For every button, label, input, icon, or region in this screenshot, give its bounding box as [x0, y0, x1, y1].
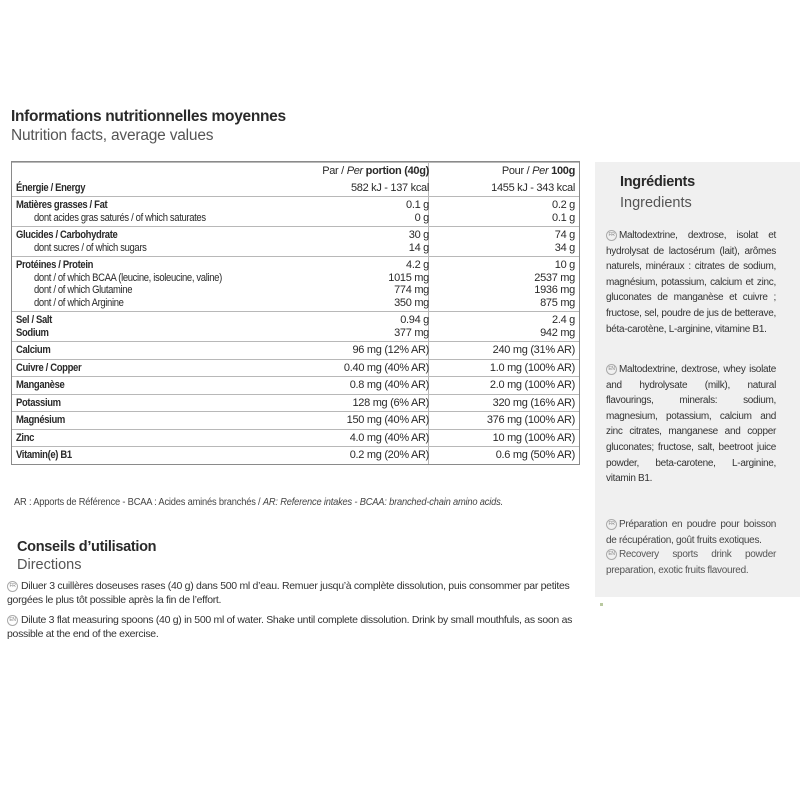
- value-per-portion: 128 mg (6% AR): [352, 396, 429, 409]
- value-per-portion: 582 kJ - 137 kcal: [350, 181, 429, 194]
- directions-fr: [7, 579, 587, 607]
- table-row: [12, 394, 579, 412]
- header-per-100g: [502, 165, 575, 178]
- ingredients-title-en: Ingredients: [620, 195, 692, 211]
- table-line: [12, 242, 579, 255]
- value-per-portion: 0.2 mg (20% AR): [349, 449, 429, 461]
- directions-fr-text: Diluer 3 cuillères doseuses rases (40 g) dans 500 ml d’eau. Remuer jusqu’à complète dissolution, puis consommer par petites gorgées le plus tôt possible après la fin de l’effort.: [7, 580, 570, 606]
- table-body: [12, 180, 579, 464]
- value-per-100g: 1.0 mg (100% AR): [489, 361, 575, 374]
- value-per-portion: 377 mg: [394, 326, 429, 339]
- nutrient-label: Sodium: [16, 326, 49, 339]
- table-line: [12, 449, 579, 462]
- directions-en: [7, 613, 587, 641]
- table-line: [12, 284, 579, 297]
- nutrition-title-en: Nutrition facts, average values: [11, 127, 214, 144]
- ingredients-title-fr: Ingrédients: [620, 174, 695, 190]
- header-per100-en: Per: [532, 165, 549, 177]
- nutrient-label: dont / of which Glutamine: [34, 284, 133, 296]
- header-portion-prefix: Par /: [322, 165, 347, 177]
- flag-fr-icon: FR: [606, 519, 617, 530]
- value-per-portion: 774 mg: [394, 284, 429, 296]
- value-per-100g: 376 mg (100% AR): [486, 414, 575, 426]
- table-line: [12, 432, 579, 445]
- nutrient-label: Énergie / Energy: [16, 181, 86, 194]
- table-line: [12, 182, 579, 195]
- table-row: [12, 311, 579, 341]
- value-per-100g: 0.2 g: [552, 199, 575, 211]
- nutrient-label: Vitamin(e) B1: [16, 449, 72, 461]
- value-per-100g: 942 mg: [540, 326, 575, 339]
- value-per-100g: 10 mg (100% AR): [492, 431, 575, 444]
- table-line: [12, 297, 579, 310]
- table-line: [12, 397, 579, 410]
- value-per-portion: 1015 mg: [388, 271, 429, 284]
- table-line: [12, 379, 579, 392]
- header-per100-prefix: Pour /: [501, 165, 533, 177]
- nutrient-label: dont / of which Arginine: [34, 296, 124, 309]
- value-per-portion: 350 mg: [394, 296, 429, 309]
- value-per-100g: 10 g: [554, 259, 575, 271]
- value-per-100g: 240 mg (31% AR): [492, 344, 575, 356]
- value-per-100g: 875 mg: [540, 296, 575, 309]
- table-row: [12, 446, 579, 464]
- value-per-100g: 2.0 mg (100% AR): [489, 379, 575, 391]
- nutrient-label: Cuivre / Copper: [16, 361, 82, 374]
- value-per-100g: 2537 mg: [534, 271, 575, 284]
- directions-title-fr: Conseils d’utilisation: [17, 539, 157, 555]
- table-line: [12, 327, 579, 340]
- table-line: [12, 272, 579, 285]
- value-per-100g: 0.1 g: [552, 211, 575, 224]
- table-row: [12, 429, 579, 447]
- nutrient-label: Glucides / Carbohydrate: [16, 229, 118, 241]
- nutrient-label: dont acides gras saturés / of which saturates: [34, 211, 206, 224]
- nutrition-title-fr: Informations nutritionnelles moyennes: [11, 108, 286, 125]
- value-per-100g: 1455 kJ - 343 kcal: [491, 181, 575, 194]
- table-row: [12, 226, 579, 256]
- value-per-100g: 320 mg (16% AR): [492, 396, 575, 409]
- footnote-fr: AR : Apports de Référence - BCAA : Acides aminés branchés /: [14, 497, 263, 508]
- header-portion-en: Per: [346, 165, 363, 177]
- value-per-portion: 0.94 g: [400, 314, 429, 326]
- nutrient-label: Calcium: [16, 344, 51, 356]
- value-per-portion: 14 g: [408, 241, 429, 254]
- nutrient-label: Matières grasses / Fat: [16, 199, 108, 211]
- table-line: [12, 362, 579, 375]
- value-per-portion: 4.2 g: [406, 259, 429, 271]
- nutrient-label: dont / of which BCAA (leucine, isoleucine, valine): [34, 271, 222, 284]
- preparation-en: [606, 547, 776, 578]
- value-per-100g: 2.4 g: [552, 314, 575, 326]
- nutrient-label: dont sucres / of which sugars: [34, 241, 147, 254]
- preparation-en-text: Recovery sports drink powder preparation, exotic fruits flavoured.: [606, 549, 776, 576]
- nutrient-label: Manganèse: [16, 379, 65, 391]
- table-line: [12, 229, 579, 242]
- table-line: [12, 259, 579, 272]
- nutrient-label: Protéines / Protein: [16, 259, 94, 271]
- header-portion-bold: portion (40g): [365, 165, 429, 177]
- table-row: [12, 180, 579, 197]
- preparation-fr: [606, 517, 776, 548]
- table-header: [12, 162, 579, 180]
- value-per-portion: 150 mg (40% AR): [346, 414, 429, 426]
- ingredients-en: [606, 362, 776, 487]
- table-line: [12, 414, 579, 427]
- directions-en-text: Dilute 3 flat measuring spoons (40 g) in 500 ml of water. Shake until complete dissolution. Drink by small mouthfuls, as soon as possible at the end of the exercise.: [7, 614, 573, 640]
- ingredients-fr: [606, 228, 776, 337]
- flag-en-icon: EN: [7, 615, 18, 626]
- value-per-portion: 96 mg (12% AR): [352, 344, 429, 356]
- value-per-portion: 4.0 mg (40% AR): [349, 431, 429, 444]
- value-per-100g: 74 g: [554, 229, 575, 241]
- preparation-fr-text: Préparation en poudre pour boisson de récupération, goût fruits exotiques.: [606, 519, 776, 546]
- table-row: [12, 341, 579, 359]
- value-per-portion: 0 g: [414, 211, 429, 224]
- value-per-100g: 34 g: [554, 241, 575, 254]
- flag-fr-icon: FR: [606, 230, 617, 241]
- value-per-100g: 0.6 mg (50% AR): [495, 449, 575, 461]
- directions-title-en: Directions: [17, 557, 82, 573]
- ingredients-en-text: Maltodextrine, dextrose, whey isolate and hydrolysate (milk), natural flavourings, minerals: sodium, magnesium, potassium, calcium and zinc citrates, manganese and copper gluconates; fructose, salt, beetroot juice powder, beta-carotene, L-arginine, vitamin B1.: [606, 364, 776, 485]
- table-line: [12, 344, 579, 357]
- table-line: [12, 314, 579, 327]
- table-line: [12, 199, 579, 212]
- decorative-dot: [600, 603, 603, 606]
- nutrition-table: [11, 161, 580, 465]
- table-row: [12, 359, 579, 377]
- footnote: [14, 497, 503, 508]
- nutrient-label: Potassium: [16, 396, 61, 409]
- table-row: [12, 376, 579, 394]
- header-per100-bold: 100g: [551, 165, 575, 177]
- flag-en-icon: EN: [606, 364, 617, 375]
- header-per-portion: [322, 165, 429, 178]
- value-per-portion: 0.8 mg (40% AR): [349, 379, 429, 391]
- nutrient-label: Magnésium: [16, 414, 65, 426]
- table-row: [12, 196, 579, 226]
- value-per-portion: 0.1 g: [406, 199, 429, 211]
- nutrient-label: Zinc: [16, 431, 35, 444]
- flag-fr-icon: FR: [7, 581, 18, 592]
- table-row: [12, 411, 579, 429]
- ingredients-fr-text: Maltodextrine, dextrose, isolat et hydrolysat de lactosérum (lait), arômes naturels, minéraux : citrates de sodium, magnésium, potassium, calcium et zinc, gluconates de manganèse et cuivre ; fructose, sel, poudre de jus de betterave, béta-carotène, L-arginine, vitamine B1.: [606, 230, 776, 335]
- value-per-portion: 30 g: [408, 229, 429, 241]
- nutrient-label: Sel / Salt: [16, 314, 52, 326]
- footnote-en: AR: Reference intakes - BCAA: branched-chain amino acids.: [262, 497, 503, 508]
- value-per-portion: 0.40 mg (40% AR): [343, 361, 429, 374]
- flag-en-icon: EN: [606, 549, 617, 560]
- table-line: [12, 212, 579, 225]
- value-per-100g: 1936 mg: [534, 284, 575, 296]
- table-row: [12, 256, 579, 311]
